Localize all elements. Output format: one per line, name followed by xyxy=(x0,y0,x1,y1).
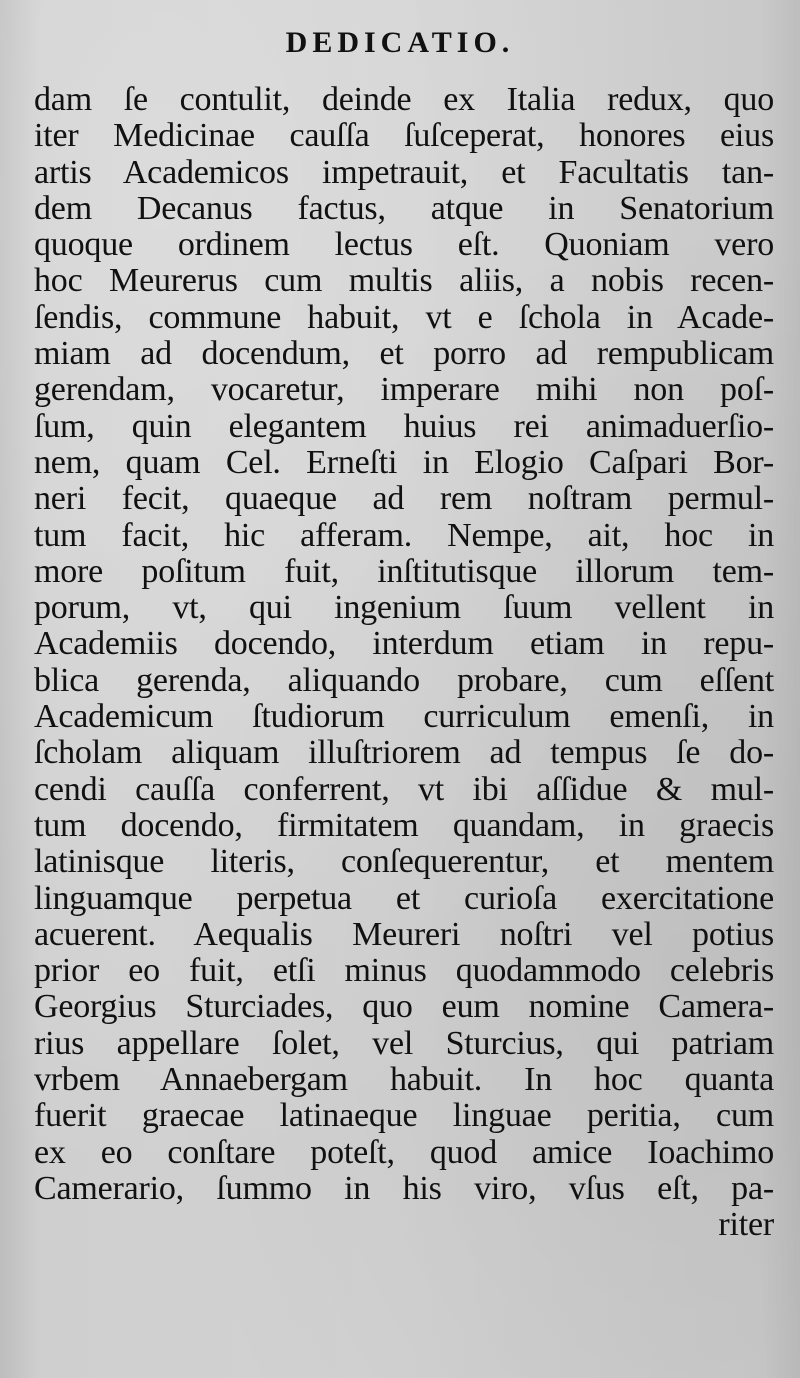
text-line: dam ſe contulit, deinde ex Italia redux, quo xyxy=(34,81,774,118)
text-line: ſum, quin elegantem huius rei animaduerſio- xyxy=(34,407,774,445)
text-line: prior eo fuit, etſi minus quodammodo celebris xyxy=(34,952,774,990)
running-header: DEDICATIO. xyxy=(285,26,515,59)
body-text xyxy=(34,82,774,1244)
text-line: Academiis docendo, interdum etiam in repu- xyxy=(34,625,774,663)
text-line: ſcholam aliquam illuſtriorem ad tempus ſe do- xyxy=(34,734,774,772)
text-line: iter Medicinae cauſſa ſuſceperat, honores eius xyxy=(34,117,774,155)
text-line: porum, vt, qui ingenium ſuum vellent in xyxy=(34,589,774,627)
text-line: Camerario, ſummo in his viro, vſus eſt, pa- xyxy=(34,1169,774,1207)
text-line: tum docendo, firmitatem quandam, in graecis xyxy=(34,806,774,844)
text-line: nem, quam Cel. Erneſti in Elogio Caſpari Bor- xyxy=(34,443,774,481)
text-line: neri fecit, quaeque ad rem noſtram permul- xyxy=(34,480,774,518)
text-line: vrbem Annaebergam habuit. In hoc quanta xyxy=(34,1061,774,1099)
text-line: artis Academicos impetrauit, et Facultatis tan- xyxy=(34,153,774,191)
text-line: miam ad docendum, et porro ad rempublicam xyxy=(34,335,774,373)
text-line: quoque ordinem lectus eſt. Quoniam vero xyxy=(34,226,774,264)
text-line: cendi cauſſa conferrent, vt ibi aſſidue & mul- xyxy=(34,770,774,808)
text-line: rius appellare ſolet, vel Sturcius, qui patriam xyxy=(34,1024,774,1062)
text-line: ſendis, commune habuit, vt e ſchola in Acade- xyxy=(34,298,774,336)
text-line: linguamque perpetua et curioſa exercitatione xyxy=(34,879,774,917)
text-line: Georgius Sturciades, quo eum nomine Camera- xyxy=(34,988,774,1026)
text-line: gerendam, vocaretur, imperare mihi non poſ- xyxy=(34,371,774,409)
text-line: riter xyxy=(718,1206,774,1244)
text-line: Academicum ſtudiorum curriculum emenſi, in xyxy=(34,698,774,736)
text-line: tum facit, hic afferam. Nempe, ait, hoc in xyxy=(34,516,774,554)
text-line: ex eo conſtare poteſt, quod amice Ioachimo xyxy=(34,1133,774,1171)
text-line: dem Decanus factus, atque in Senatorium xyxy=(34,189,774,227)
text-line: more poſitum fuit, inſtitutisque illorum tem- xyxy=(34,552,774,590)
text-line: blica gerenda, aliquando probare, cum eſſent xyxy=(34,661,774,699)
text-line: acuerent. Aequalis Meureri noſtri vel potius xyxy=(34,915,774,953)
text-line: latinisque literis, conſequerentur, et mentem xyxy=(34,843,774,881)
text-line: fuerit graecae latinaeque linguae peritia, cum xyxy=(34,1097,774,1135)
text-line: hoc Meurerus cum multis aliis, a nobis recen- xyxy=(34,262,774,300)
